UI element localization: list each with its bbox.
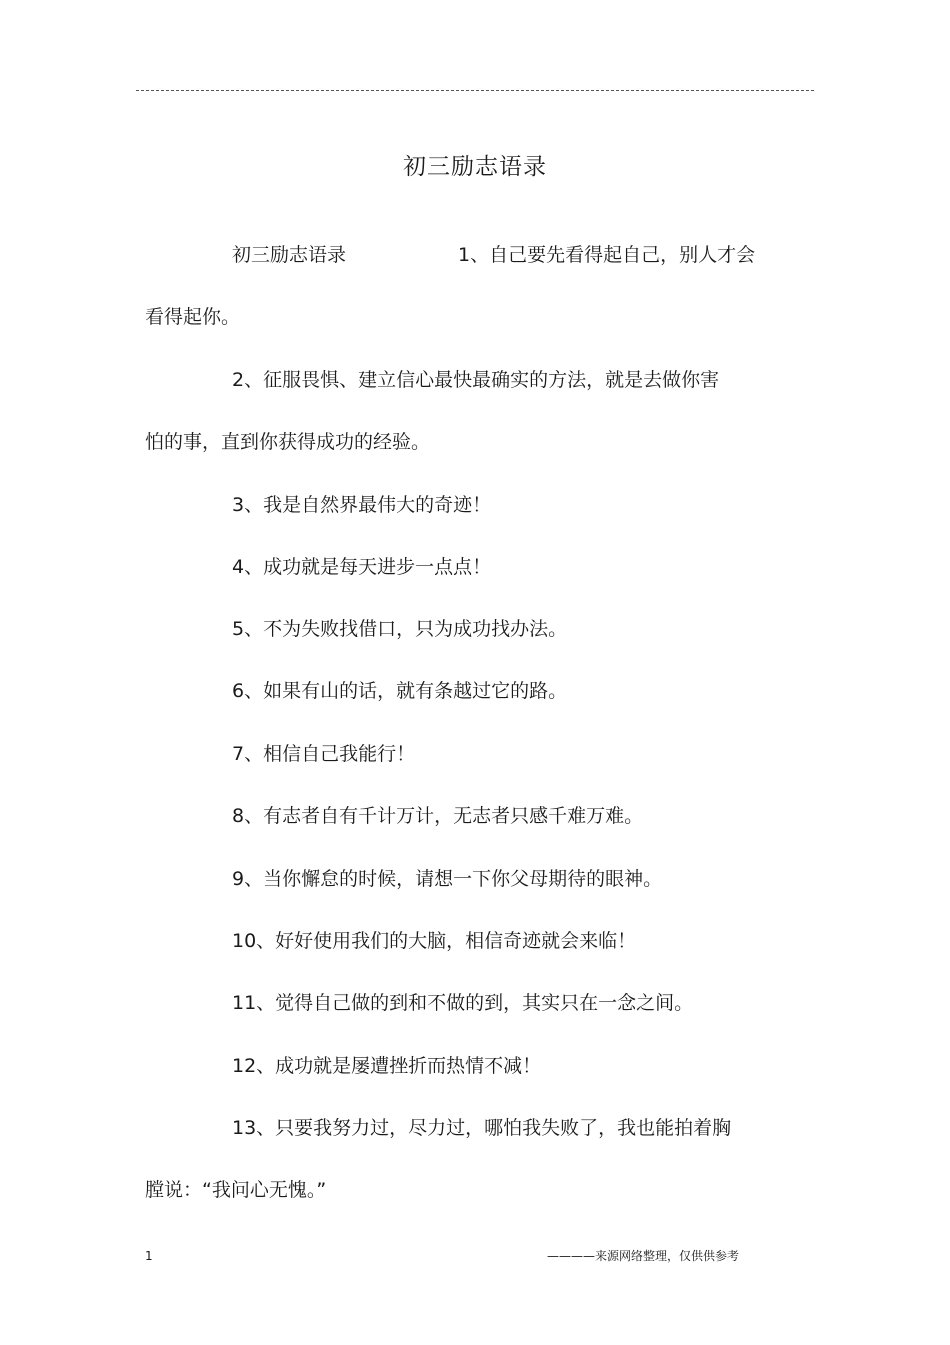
- quote-item-2-continued: 怕的事，直到你获得成功的经验。: [145, 431, 431, 453]
- quote-item-6: 6、如果有山的话，就有条越过它的路。: [232, 680, 568, 702]
- quote-item-9: 9、当你懈怠的时候，请想一下你父母期待的眼神。: [232, 868, 663, 890]
- footer-source-note: ————来源网络整理，仅供供参考: [547, 1249, 740, 1263]
- quote-item-5: 5、不为失败找借口，只为成功找办法。: [232, 618, 568, 640]
- quote-item-8: 8、有志者自有千计万计，无志者只感千难万难。: [232, 805, 644, 827]
- quote-item-13: 13、只要我努力过，尽力过，哪怕我失败了，我也能拍着胸: [232, 1117, 732, 1139]
- quote-item-2: 2、征服畏惧、建立信心最快最确实的方法，就是去做你害: [232, 369, 720, 391]
- page-number: 1: [145, 1249, 153, 1263]
- quote-item-12: 12、成功就是屡遭挫折而热情不减！: [232, 1055, 542, 1077]
- quote-item-13-continued: 膛说：“我问心无愧。”: [145, 1179, 327, 1201]
- quote-item-10: 10、好好使用我们的大脑，相信奇迹就会来临！: [232, 930, 637, 952]
- page-title: 初三励志语录: [403, 154, 547, 180]
- intro-lead: 初三励志语录: [232, 244, 347, 266]
- quote-item-11: 11、觉得自己做的到和不做的到，其实只在一念之间。: [232, 992, 694, 1014]
- header-divider: [136, 90, 814, 91]
- quote-item-3: 3、我是自然界最伟大的奇迹！: [232, 494, 492, 516]
- quote-item-4: 4、成功就是每天进步一点点！: [232, 556, 492, 578]
- quote-item-1-continued: 看得起你。: [145, 306, 241, 328]
- quote-item-7: 7、相信自己我能行！: [232, 743, 416, 765]
- quote-item-1: 1、自己要先看得起自己，别人才会: [458, 244, 756, 266]
